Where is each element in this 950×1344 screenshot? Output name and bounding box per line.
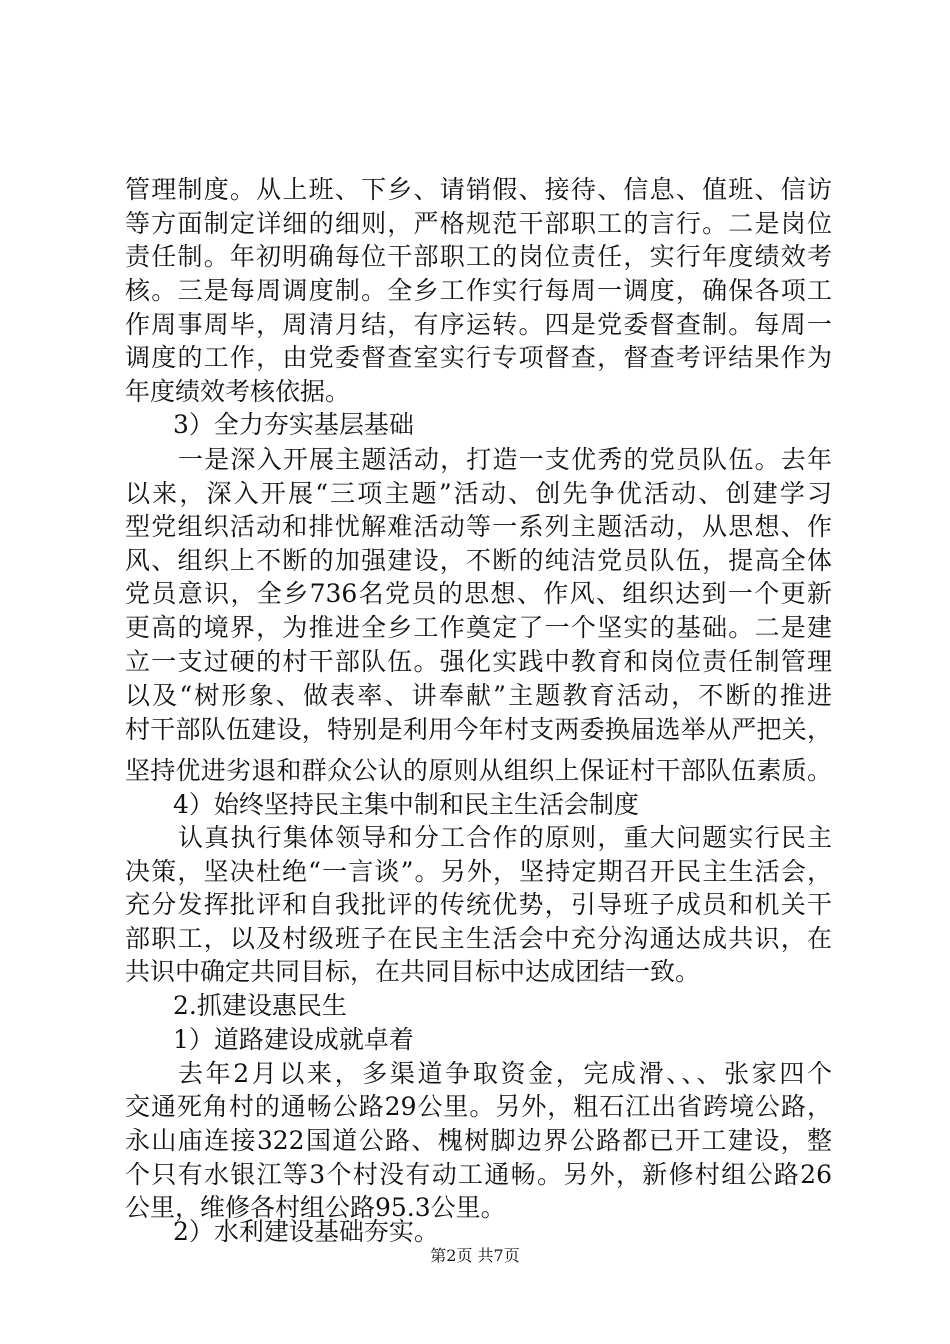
paragraph-line: 更高的境界，为推进全乡工作奠定了一个坚实的基础。二是建: [125, 613, 832, 642]
paragraph-line: 型党组织活动和排忧解难活动等一系列主题活动，从思想、作: [125, 512, 832, 541]
paragraph-line: 公里，维修各村组公路95.3公里。: [125, 1193, 506, 1222]
paragraph-line: 坚持优进劣退和群众公认的原则从组织上保证村干部队伍素质。: [125, 756, 832, 785]
paragraph-line: 责任制。年初明确每位干部职工的岗位责任，实行年度绩效考: [125, 242, 832, 271]
section-heading: 2.抓建设惠民生: [173, 991, 347, 1020]
paragraph-line: 认真执行集体领导和分工合作的原则，重大问题实行民主: [178, 823, 832, 852]
paragraph-line: 风、组织上不断的加强建设，不断的纯洁党员队伍，提高全体: [125, 546, 832, 575]
section-heading: 4）始终坚持民主集中制和民主生活会制度: [173, 790, 639, 819]
paragraph-line: 交通死角村的通畅公路29公里。另外，粗石江出省跨境公路，: [125, 1092, 832, 1121]
paragraph-line: 决策，坚决杜绝“一言谈”。另外，坚持定期召开民主生活会，: [125, 857, 832, 886]
paragraph-line: 村干部队伍建设，特别是利用今年村支两委换届选举从严把关，: [125, 715, 832, 744]
paragraph-line: 作周事周毕，周清月结，有序运转。四是党委督查制。每周一: [125, 310, 832, 339]
paragraph-line: 共识中确定共同目标，在共同目标中达成团结一致。: [125, 957, 701, 986]
section-heading: 1）道路建设成就卓着: [173, 1025, 414, 1054]
section-heading: 2）水利建设基础夯实。: [173, 1216, 439, 1246]
paragraph-line: 年度绩效考核依据。: [125, 377, 351, 406]
section-heading: 3）全力夯实基层基础: [173, 410, 414, 439]
paragraph-line: 以及“树形象、做表率、讲奉献”主题教育活动，不断的推进: [125, 681, 832, 710]
paragraph-line: 管理制度。从上班、下乡、请销假、接待、信息、值班、信访: [125, 175, 832, 204]
paragraph-line: 永山庙连接322国道公路、槐树脚边界公路都已开工建设，整: [125, 1126, 832, 1155]
page-footer: 第2页 共7页: [430, 1246, 520, 1265]
paragraph-line: 党员意识，全乡736名党员的思想、作风、组织达到一个更新: [125, 579, 832, 608]
paragraph-line: 一是深入开展主题活动，打造一支优秀的党员队伍。去年: [178, 445, 832, 474]
paragraph-line: 立一支过硬的村干部队伍。强化实践中教育和岗位责任制管理: [125, 647, 832, 676]
paragraph-line: 等方面制定详细的细则，严格规范干部职工的言行。二是岗位: [125, 209, 832, 238]
paragraph-line: 充分发挥批评和自我批评的传统优势，引导班子成员和机关干: [125, 890, 832, 919]
paragraph-line: 调度的工作，由党委督查室实行专项督查，督查考评结果作为: [125, 343, 832, 372]
paragraph-line: 以来，深入开展“三项主题”活动、创先争优活动、创建学习: [125, 479, 832, 508]
paragraph-line: 去年2月以来，多渠道争取资金，完成滑、、、张家四个: [178, 1059, 832, 1088]
paragraph-line: 部职工，以及村级班子在民主生活会中充分沟通达成共识，在: [125, 924, 832, 953]
paragraph-line: 个只有水银江等3个村没有动工通畅。另外，新修村组公路26: [125, 1160, 832, 1189]
paragraph-line: 核。三是每周调度制。全乡工作实行每周一调度，确保各项工: [125, 276, 832, 305]
